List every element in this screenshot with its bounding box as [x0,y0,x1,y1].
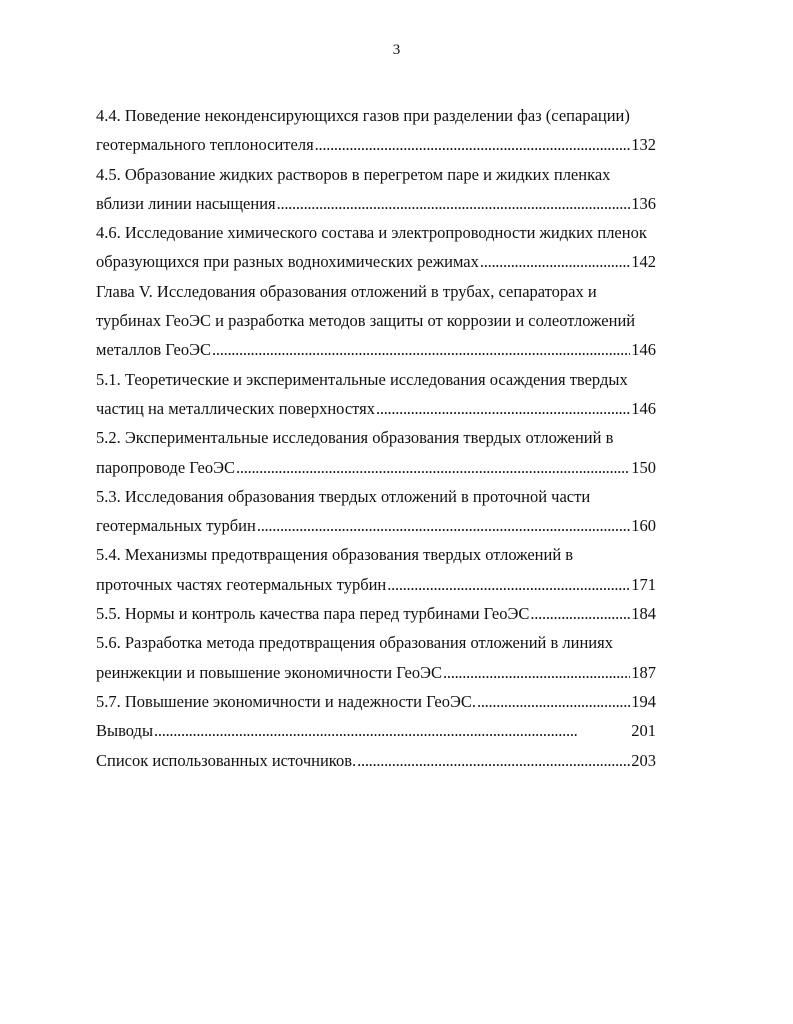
page-number: 3 [392,42,401,58]
toc-entry-line: турбинах ГеоЭС и разработка методов защиты от коррозии и солеотложений [96,311,636,331]
toc-entry-last-line [96,453,656,482]
toc-entry-title: геотермального теплоносителя [96,135,314,155]
toc-entry-page-number: 194 [631,691,656,711]
toc-entry-last-line [96,599,656,628]
toc-entry-title: металлов ГеоЭС [96,340,212,360]
toc-entry-page-number: 203 [631,750,656,770]
toc-entry-page-number: 201 [631,721,656,741]
toc-entry-line: 5.2. Экспериментальные исследования образования твердых отложений в [96,428,614,448]
toc-entry-title: паропроводе ГеоЭС [96,457,236,477]
toc-entry-line: 5.3. Исследования образования твердых отложений в проточной части [96,486,591,506]
toc-entry-page-number: 160 [631,516,656,536]
toc-entry-page-number: 136 [631,193,656,213]
toc-entry [96,746,656,775]
toc-entry [96,277,656,365]
toc-entry-title: образующихся при разных воднохимических режимах [96,252,479,272]
toc-entry [96,540,656,599]
dot-leader [443,658,630,687]
toc-entry-page-number: 171 [631,574,656,594]
toc-entry-page-number: 146 [631,340,656,360]
dot-leader [154,716,630,745]
toc-entry-title: Выводы [96,721,154,741]
toc-entry-title: геотермальных турбин [96,516,256,536]
toc-entry-line: Глава V. Исследования образования отложений в трубах, сепараторах и [96,281,597,301]
toc-entry-page-number: 184 [631,604,656,624]
dot-leader [236,453,630,482]
toc-entry-last-line [96,394,656,423]
toc-entry-last-line [96,130,656,159]
dot-leader [376,394,630,423]
toc-entry-last-line [96,570,656,599]
dot-leader [277,189,631,218]
toc-entry [96,218,656,277]
dot-leader [357,746,630,775]
toc-entry-last-line [96,335,656,364]
toc-entry-last-line [96,687,656,716]
toc-entry [96,687,656,716]
toc-entry-line: 4.5. Образование жидких растворов в перегретом паре и жидких пленках [96,164,611,184]
dot-leader [315,130,631,159]
dot-leader [212,335,630,364]
dot-leader [387,570,630,599]
toc-entry-page-number: 146 [631,398,656,418]
toc-entry [96,599,656,628]
toc-entry-last-line [96,511,656,540]
toc-entry-last-line [96,658,656,687]
toc-entry-line: 5.6. Разработка метода предотвращения образования отложений в линиях [96,633,613,653]
dot-leader [480,247,630,276]
toc-entry-last-line [96,189,656,218]
toc-entry-line: 5.1. Теоретические и экспериментальные исследования осаждения твердых [96,369,628,389]
toc-entry-line: 5.4. Механизмы предотвращения образования твердых отложений в [96,545,574,565]
toc-entry [96,160,656,219]
toc-entry-page-number: 187 [631,662,656,682]
toc-entry-last-line [96,247,656,276]
toc-entry-title: 5.7. Повышение экономичности и надежности ГеоЭС. [96,691,476,711]
toc-entry [96,628,656,687]
toc-entry-title: частиц на металлических поверхностях [96,398,375,418]
toc-entry-last-line [96,746,656,775]
toc-entry-line: 4.4. Поведение неконденсирующихся газов при разделении фаз (сепарации) [96,106,630,125]
toc-entry-line: 4.6. Исследование химического состава и электропроводности жидких пленок [96,223,647,243]
toc-entry-title: вблизи линии насыщения [96,193,276,213]
toc-entry-title: реинжекции и повышение экономичности ГеоЭС [96,662,443,682]
toc-entry-last-line [96,716,656,745]
toc-entry [96,423,656,482]
toc-entry-title: Список использованных источников. [96,750,357,770]
toc-entry [96,101,656,160]
toc-entry [96,482,656,541]
toc-entry [96,716,656,745]
table-of-contents [96,101,656,775]
dot-leader [530,599,630,628]
toc-entry-page-number: 150 [631,457,656,477]
toc-entry-title: проточных частях геотермальных турбин [96,574,387,594]
dot-leader [477,687,630,716]
dot-leader [257,511,630,540]
toc-entry [96,365,656,424]
toc-entry-page-number: 132 [631,135,656,155]
toc-entry-title: 5.5. Нормы и контроль качества пара перед турбинами ГеоЭС [96,604,530,624]
toc-entry-page-number: 142 [631,252,656,272]
